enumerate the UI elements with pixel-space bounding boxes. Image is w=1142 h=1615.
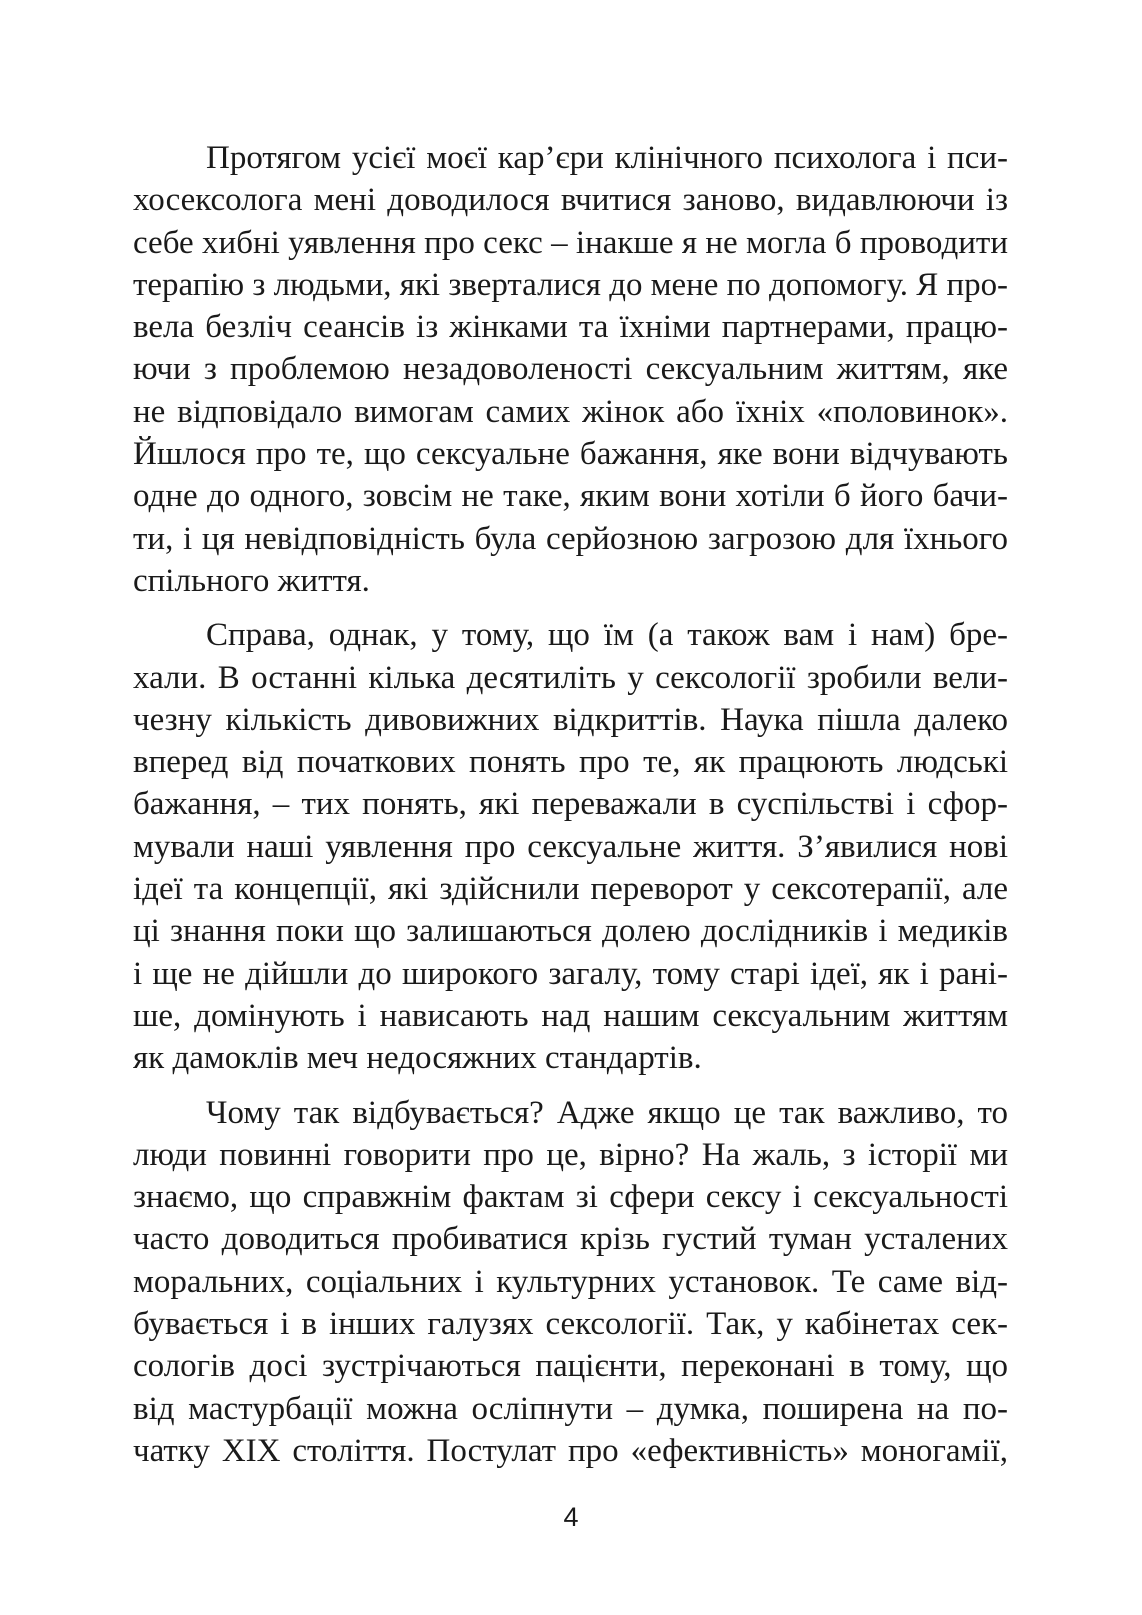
paragraph-3 <box>133 1092 1008 1473</box>
text-line: знаємо, що справжнім фактам зі сфери сексу і сексуальності <box>133 1179 1008 1216</box>
text-line: ідеї та концепції, які здійснили переворот у сексотерапії, але <box>133 871 1008 908</box>
text-line: сологів досі зустрічаються пацієнти, переконані в тому, що <box>133 1348 1008 1385</box>
text-line: моральних, соціальних і культурних установок. Те саме від- <box>133 1263 1008 1300</box>
text-line: Справа, однак, у тому, що їм (а також вам і нам) бре- <box>206 617 1008 654</box>
text-line: від мастурбації можна осліпнути – думка, поширена на по- <box>133 1390 1008 1427</box>
text-line: Чому так відбувається? Адже якщо це так важливо, то <box>206 1094 1008 1131</box>
text-line: одне до одного, зовсім не таке, яким вони хотіли б його бачи- <box>133 478 1008 515</box>
text-line: чатку XIX століття. Постулат про «ефективність» моногамії, <box>133 1432 1008 1469</box>
body-text <box>133 137 1008 1472</box>
text-line: Йшлося про те, що сексуальне бажання, яке вони відчувають <box>133 436 1008 473</box>
text-line: бувається і в інших галузях сексології. Так, у кабінетах сек- <box>133 1306 1008 1343</box>
text-line: не відповідало вимогам самих жінок або їхніх «половинок». <box>133 393 1008 430</box>
page-number: 4 <box>563 1502 579 1532</box>
text-line: себе хибні уявлення про секс – інакше я не могла б проводити <box>133 224 1008 261</box>
text-line: вела безліч сеансів із жінками та їхніми партнерами, працю- <box>133 309 1008 346</box>
text-line: ти, і ця невідповідність була серйозною загрозою для їхнього <box>133 520 1008 557</box>
text-line: як дамоклів меч недосяжних стандартів. <box>133 1040 702 1077</box>
text-line: Протягом усієї моєї кар’єри клінічного психолога і пси- <box>206 140 1008 176</box>
text-line: бажання, – тих понять, які переважали в суспільстві і сфор- <box>133 786 1008 823</box>
text-line: ше, домінують і нависають над нашим сексуальним життям <box>133 997 1008 1034</box>
text-line: ці знання поки що залишаються долею дослідників і медиків <box>133 913 1008 950</box>
text-line: ючи з проблемою незадоволеності сексуальним життям, яке <box>133 351 1008 388</box>
text-line: мували наші уявлення про сексуальне життя. З’явилися нові <box>133 828 1008 865</box>
paragraph-1 <box>133 137 1008 602</box>
text-line: хосексолога мені доводилося вчитися заново, видавлюючи із <box>133 182 1008 219</box>
text-line: чезну кількість дивовижних відкриттів. Наука пішла далеко <box>133 701 1008 738</box>
text-line: вперед від початкових понять про те, як працюють людські <box>133 744 1008 781</box>
text-line: хали. В останні кілька десятиліть у сексології зробили вели- <box>133 659 1008 696</box>
text-line: люди повинні говорити про це, вірно? На жаль, з історії ми <box>133 1136 1008 1173</box>
paragraph-2 <box>133 614 1008 1079</box>
text-line: часто доводиться пробиватися крізь густий туман усталених <box>133 1221 1008 1258</box>
text-line: спільного життя. <box>133 562 370 599</box>
text-line: терапію з людьми, які зверталися до мене по допомогу. Я про- <box>133 266 1008 303</box>
text-line: і ще не дійшли до широкого загалу, тому старі ідеї, як і рані- <box>133 955 1008 992</box>
